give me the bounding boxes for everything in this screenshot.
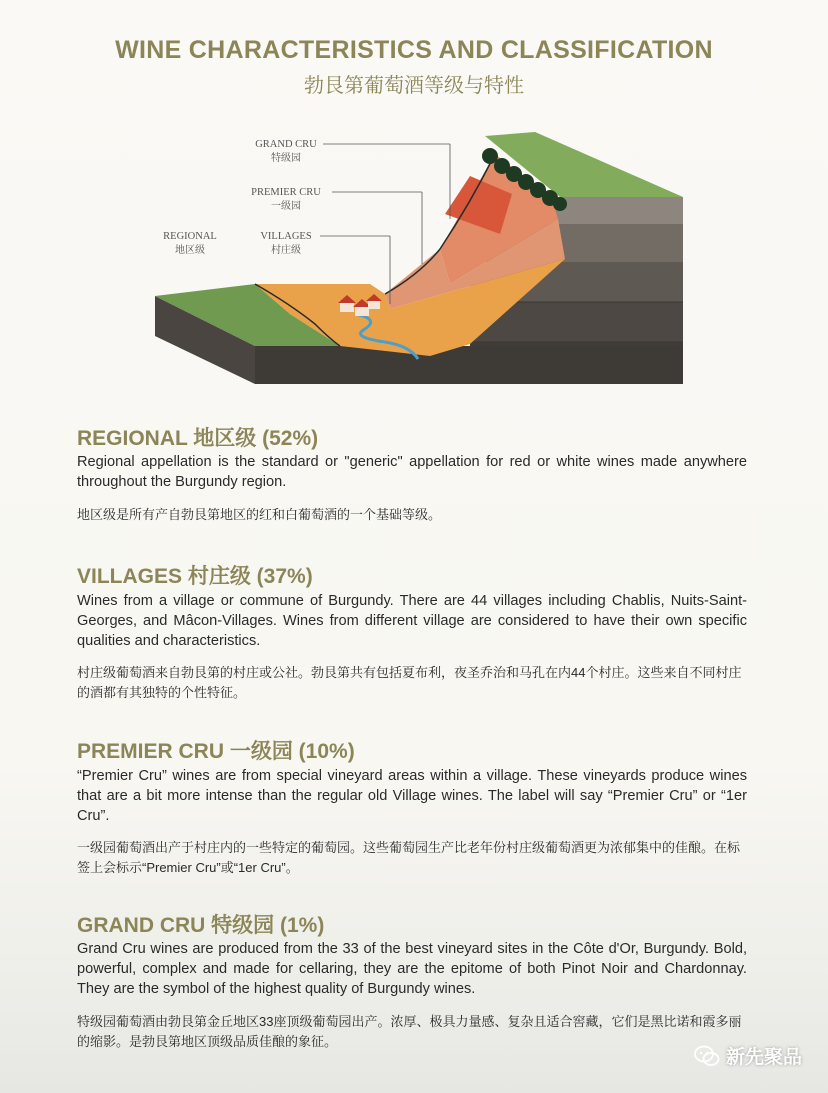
label-premier-cru-en: PREMIER CRU bbox=[251, 187, 321, 198]
regional-text-en: Regional appellation is the standard or "generic" appellation for red or white wines made anywhere throughout the Burgundy region. bbox=[77, 454, 747, 490]
watermark-text: 新先聚品 bbox=[725, 1047, 802, 1068]
label-regional-en: REGIONAL bbox=[163, 231, 217, 242]
grand-cru-text-en: Grand Cru wines are produced from the 33 of the best vineyard sites in the Côte d'Or, Burgundy. Bold, powerful, complex and made for cellaring, they are the epitome of both Pinot Noir and Chardonnay. They are the symbol of the highest quality of Burgundy wines. bbox=[77, 941, 747, 997]
regional-text-cn: 地区级是所有产自勃艮第地区的红和白葡萄酒的一个基础等级。 bbox=[77, 507, 442, 522]
vineyard-slope-diagram bbox=[140, 124, 700, 394]
villages-text-cn: 村庄级葡萄酒来自勃艮第的村庄或公社。勃艮第共有包括夏布利，夜圣乔治和马孔在内44个村庄。这些来自不同村庄的酒都有其独特的个性特征。 bbox=[77, 665, 742, 700]
premier-cru-text-en: “Premier Cru” wines are from special vineyard areas within a village. These vineyards produce wines that are a bit more intense than the regular old Village wines. The label will say “Premier Cru” or “1er Cru”. bbox=[77, 768, 747, 824]
label-grand-cru-en: GRAND CRU bbox=[255, 139, 317, 150]
villages-heading: VILLAGES 村庄级 (37%) bbox=[77, 565, 313, 588]
label-villages-en: VILLAGES bbox=[260, 231, 312, 242]
wechat-icon bbox=[694, 1045, 720, 1067]
premier-cru-text-cn: 一级园葡萄酒出产于村庄内的一些特定的葡萄园。这些葡萄园生产比老年份村庄级葡萄酒更为浓郁集中的佳酿。在标签上会标示“Premier Cru”或“1er Cru”。 bbox=[77, 840, 741, 875]
grand-cru-heading: GRAND CRU 特级园 (1%) bbox=[77, 914, 325, 937]
villages-text-en: Wines from a village or commune of Burgundy. There are 44 villages including Chablis, Nuits-Saint-Georges, and Mâcon-Villages. Wines from different village are considered to have their own specific qualities and characteristics. bbox=[77, 593, 747, 649]
label-premier-cru-cn: 一级园 bbox=[271, 201, 301, 212]
base-front-wall bbox=[255, 346, 683, 384]
label-villages-cn: 村庄级 bbox=[271, 245, 301, 256]
label-regional-cn: 地区级 bbox=[175, 245, 205, 256]
watermark bbox=[694, 1042, 802, 1069]
page-title: WINE CHARACTERISTICS AND CLASSIFICATION bbox=[115, 36, 713, 64]
regional-heading: REGIONAL 地区级 (52%) bbox=[77, 427, 319, 450]
page-subtitle: 勃艮第葡萄酒等级与特性 bbox=[304, 75, 524, 97]
grand-cru-text-cn: 特级园葡萄酒由勃艮第金丘地区33座顶级葡萄园出产。浓厚、极具力量感、复杂且适合窖藏，它们是黑比诺和霞多丽的缩影。是勃艮第地区顶级品质佳酿的象征。 bbox=[77, 1014, 742, 1049]
premier-cru-heading: PREMIER CRU 一级园 (10%) bbox=[77, 740, 355, 763]
label-grand-cru-cn: 特级园 bbox=[271, 153, 301, 164]
